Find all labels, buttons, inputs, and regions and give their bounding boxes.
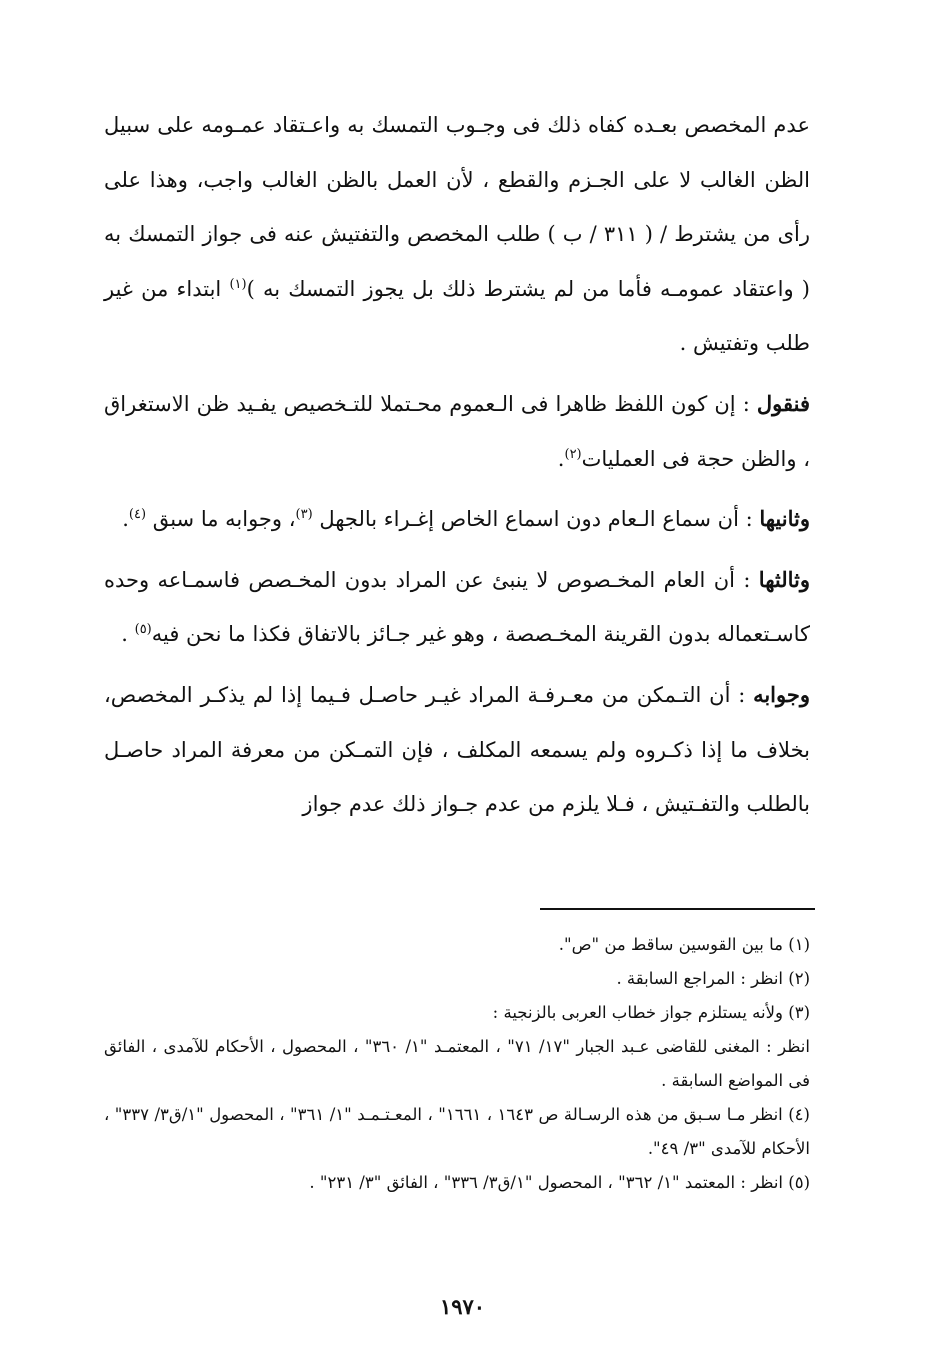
footnote-2: (٢) انظر : المراجع السابقة . [616, 969, 810, 988]
footnote-marker: (٥) [134, 622, 152, 638]
paragraph-5 [104, 668, 810, 832]
page-number: ١٩٧٠ [439, 1294, 486, 1319]
paragraph-lead: وجوابه [753, 681, 810, 707]
paragraph-text-tail: . [557, 446, 565, 471]
footnote-5: (٥) انظر : المعتمد "١/ ٣٦٢" ، المحصول "١/ق٣/ ٣٣٦" ، الفائق "٣/ ٢٣١" . [309, 1173, 810, 1192]
footnote-separator [540, 908, 815, 910]
footnote-3: (٣) ولأنه يستلزم جواز خطاب العربى بالزنجية : [492, 1003, 810, 1022]
paragraph-1 [104, 98, 810, 371]
footnote-marker: (١) [229, 276, 247, 292]
paragraph-3 [104, 492, 810, 547]
paragraph-text-tail: . [121, 622, 135, 647]
main-text [104, 98, 810, 832]
footnote-marker: (٤) [128, 507, 147, 523]
paragraph-lead: وثالثها [758, 566, 810, 592]
paragraph-text: : أن العام المخـصوص لا ينبئ عن المراد بدون المخـصص فاسمـاعه وحده كاسـتعماله بدون القرينة المخـصصة ، وهو غير جـائز بالاتفاق فكذا ما نحن فيه [104, 567, 810, 647]
footnote-1: (١) ما بين القوسين ساقط من "ص". [558, 935, 810, 954]
paragraph-text: : أن سماع الـعام دون اسماع الخاص إغـراء بالجهل [312, 507, 760, 532]
footnote-marker: (٢) [564, 446, 582, 462]
paragraph-text-tail: ابتداء من غير طلب وتفتيش . [104, 276, 810, 356]
paragraph-lead: فنقول [756, 390, 810, 416]
paragraph-text: عدم المخصص بعـده كفاه ذلك فى وجـوب التمسك به واعـتقاد عمـومه على سبيل الظن الغالب لا على الجـزم والقطع ، لأن العمل بالظن الغالب واجب، وهذا على رأى من يشترط / ( ٣١١ / ب ) طلب المخصص والتفتيش عنه فى جواز التمسك به ( واعتقاد عمومـه فأما من لم يشترط ذلك بل يجوز التمسك به ) [104, 113, 810, 301]
footnote-marker: (٣) [295, 507, 313, 523]
footnote-4: (٤) انظر مـا سـبق من هذه الرسـالة ص ١٦٤٣ ، ١٦٦١" ، المعـتـمـد "١/ ٣٦١" ، المحصول "١/ق٣/ ٣٣٧" ، الأحكام للآمدى "٣/ ٤٩". [104, 1105, 810, 1158]
paragraph-text: : أن التـمكن من معـرفـة المراد غيـر حاصـل فـيما إذا لم يذكـر المخصص، بخلاف ما إذا ذكـروه ولم يسمعه المكلف ، فإن التمـكن من معرفة المراد حاصـل بالطلب والتفـتيش ، فـلا يلزم من عدم جـواز ذلك عدم جواز [104, 682, 810, 817]
paragraph-text-tail: ، وجوابه ما سبق [146, 507, 296, 532]
footnotes [104, 928, 810, 1200]
footnote-3-continuation: انظر : المغنى للقاضى عـبد الجبار "١٧/ ٧١" ، المعتمـد "١/ ٣٦٠" ، المحصول ، الأحكام للآمدى ، الفائق فى المواضع السابقة . [104, 1037, 810, 1090]
paragraph-lead: وثانيها [759, 506, 810, 532]
paragraph-text-tail: . [122, 507, 129, 532]
paragraph-4 [104, 553, 810, 662]
paragraph-2 [104, 377, 810, 486]
paragraph-text: : إن كون اللفظ ظاهرا فى الـعموم محـتملا للتـخصيص يفـيد ظن الاستغراق ، والظن حجة فى العمليات [104, 391, 810, 471]
